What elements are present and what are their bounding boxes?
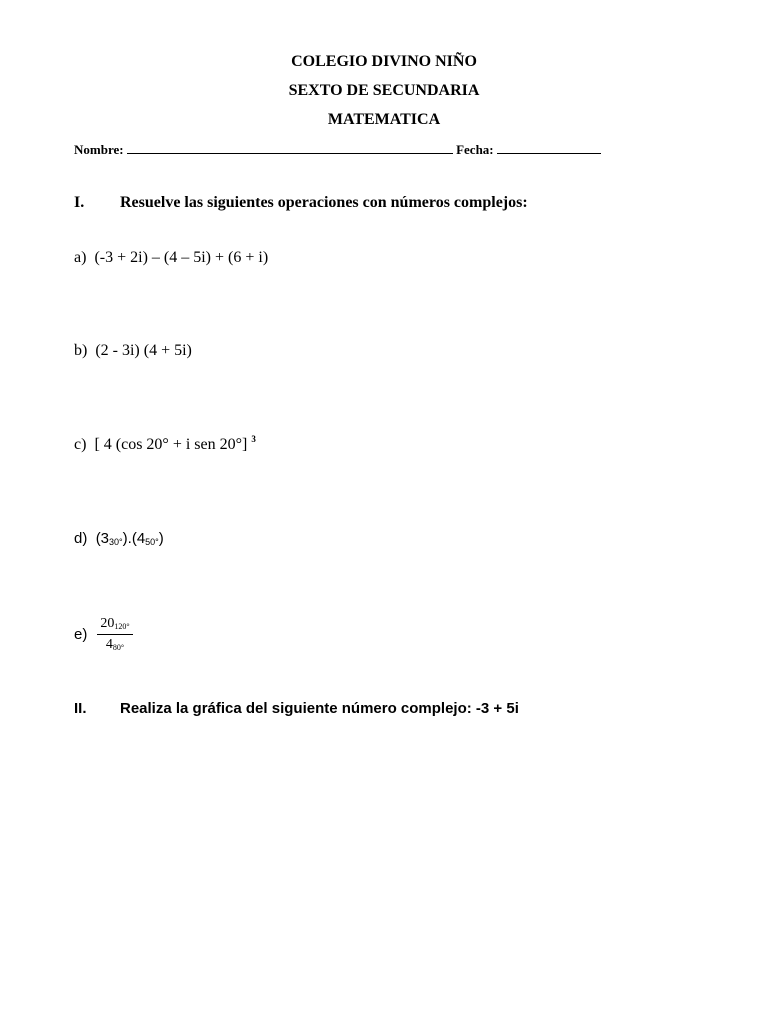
problem-c-exponent: 3 — [251, 434, 256, 444]
problem-d — [74, 530, 164, 547]
problem-b — [74, 342, 192, 360]
denominator-sub: 80° — [112, 643, 125, 652]
fraction-numerator — [97, 616, 133, 635]
problem-e-fraction — [97, 616, 133, 653]
section-1-instruction: Resuelve las siguientes operaciones con números complejos: — [120, 194, 528, 211]
section-2-instruction: Realiza la gráfica del siguiente número complejo: -3 + 5i — [120, 700, 519, 717]
date-label: Fecha: — [456, 142, 494, 157]
problem-c-expression: [ 4 (cos 20° + i sen 20°] — [94, 436, 252, 453]
problem-c — [74, 436, 256, 454]
name-label: Nombre: — [74, 142, 124, 157]
school-name: COLEGIO DIVINO NIÑO — [291, 53, 477, 70]
numerator-sub: 120° — [114, 622, 130, 631]
problem-d-sub-1: 30° — [109, 537, 123, 547]
problem-e-label: e) — [74, 626, 88, 643]
fraction-denominator — [97, 635, 133, 653]
problem-d-open: (3 — [95, 530, 110, 547]
denominator-value: 4 — [105, 637, 113, 652]
problem-a-label: a) — [74, 249, 87, 266]
problem-a — [74, 249, 268, 267]
problem-d-label: d) — [74, 530, 88, 547]
problem-d-sub-2: 50° — [145, 537, 159, 547]
problem-d-mid: ).(4 — [122, 530, 146, 547]
section-2-number: II. — [74, 700, 87, 717]
problem-b-label: b) — [74, 342, 88, 359]
name-blank-line[interactable] — [127, 141, 453, 154]
subject-title: MATEMATICA — [327, 111, 441, 128]
problem-c-label: c) — [74, 436, 87, 453]
name-date-row — [74, 141, 601, 158]
section-1-number: I. — [74, 194, 85, 211]
problem-a-expression: (-3 + 2i) – (4 – 5i) + (6 + i) — [94, 249, 269, 266]
date-blank-line[interactable] — [497, 141, 601, 154]
problem-b-expression: (2 - 3i) (4 + 5i) — [95, 342, 192, 359]
numerator-value: 20 — [100, 616, 115, 631]
problem-d-close: ) — [158, 530, 164, 547]
grade-title: SEXTO DE SECUNDARIA — [288, 82, 480, 99]
